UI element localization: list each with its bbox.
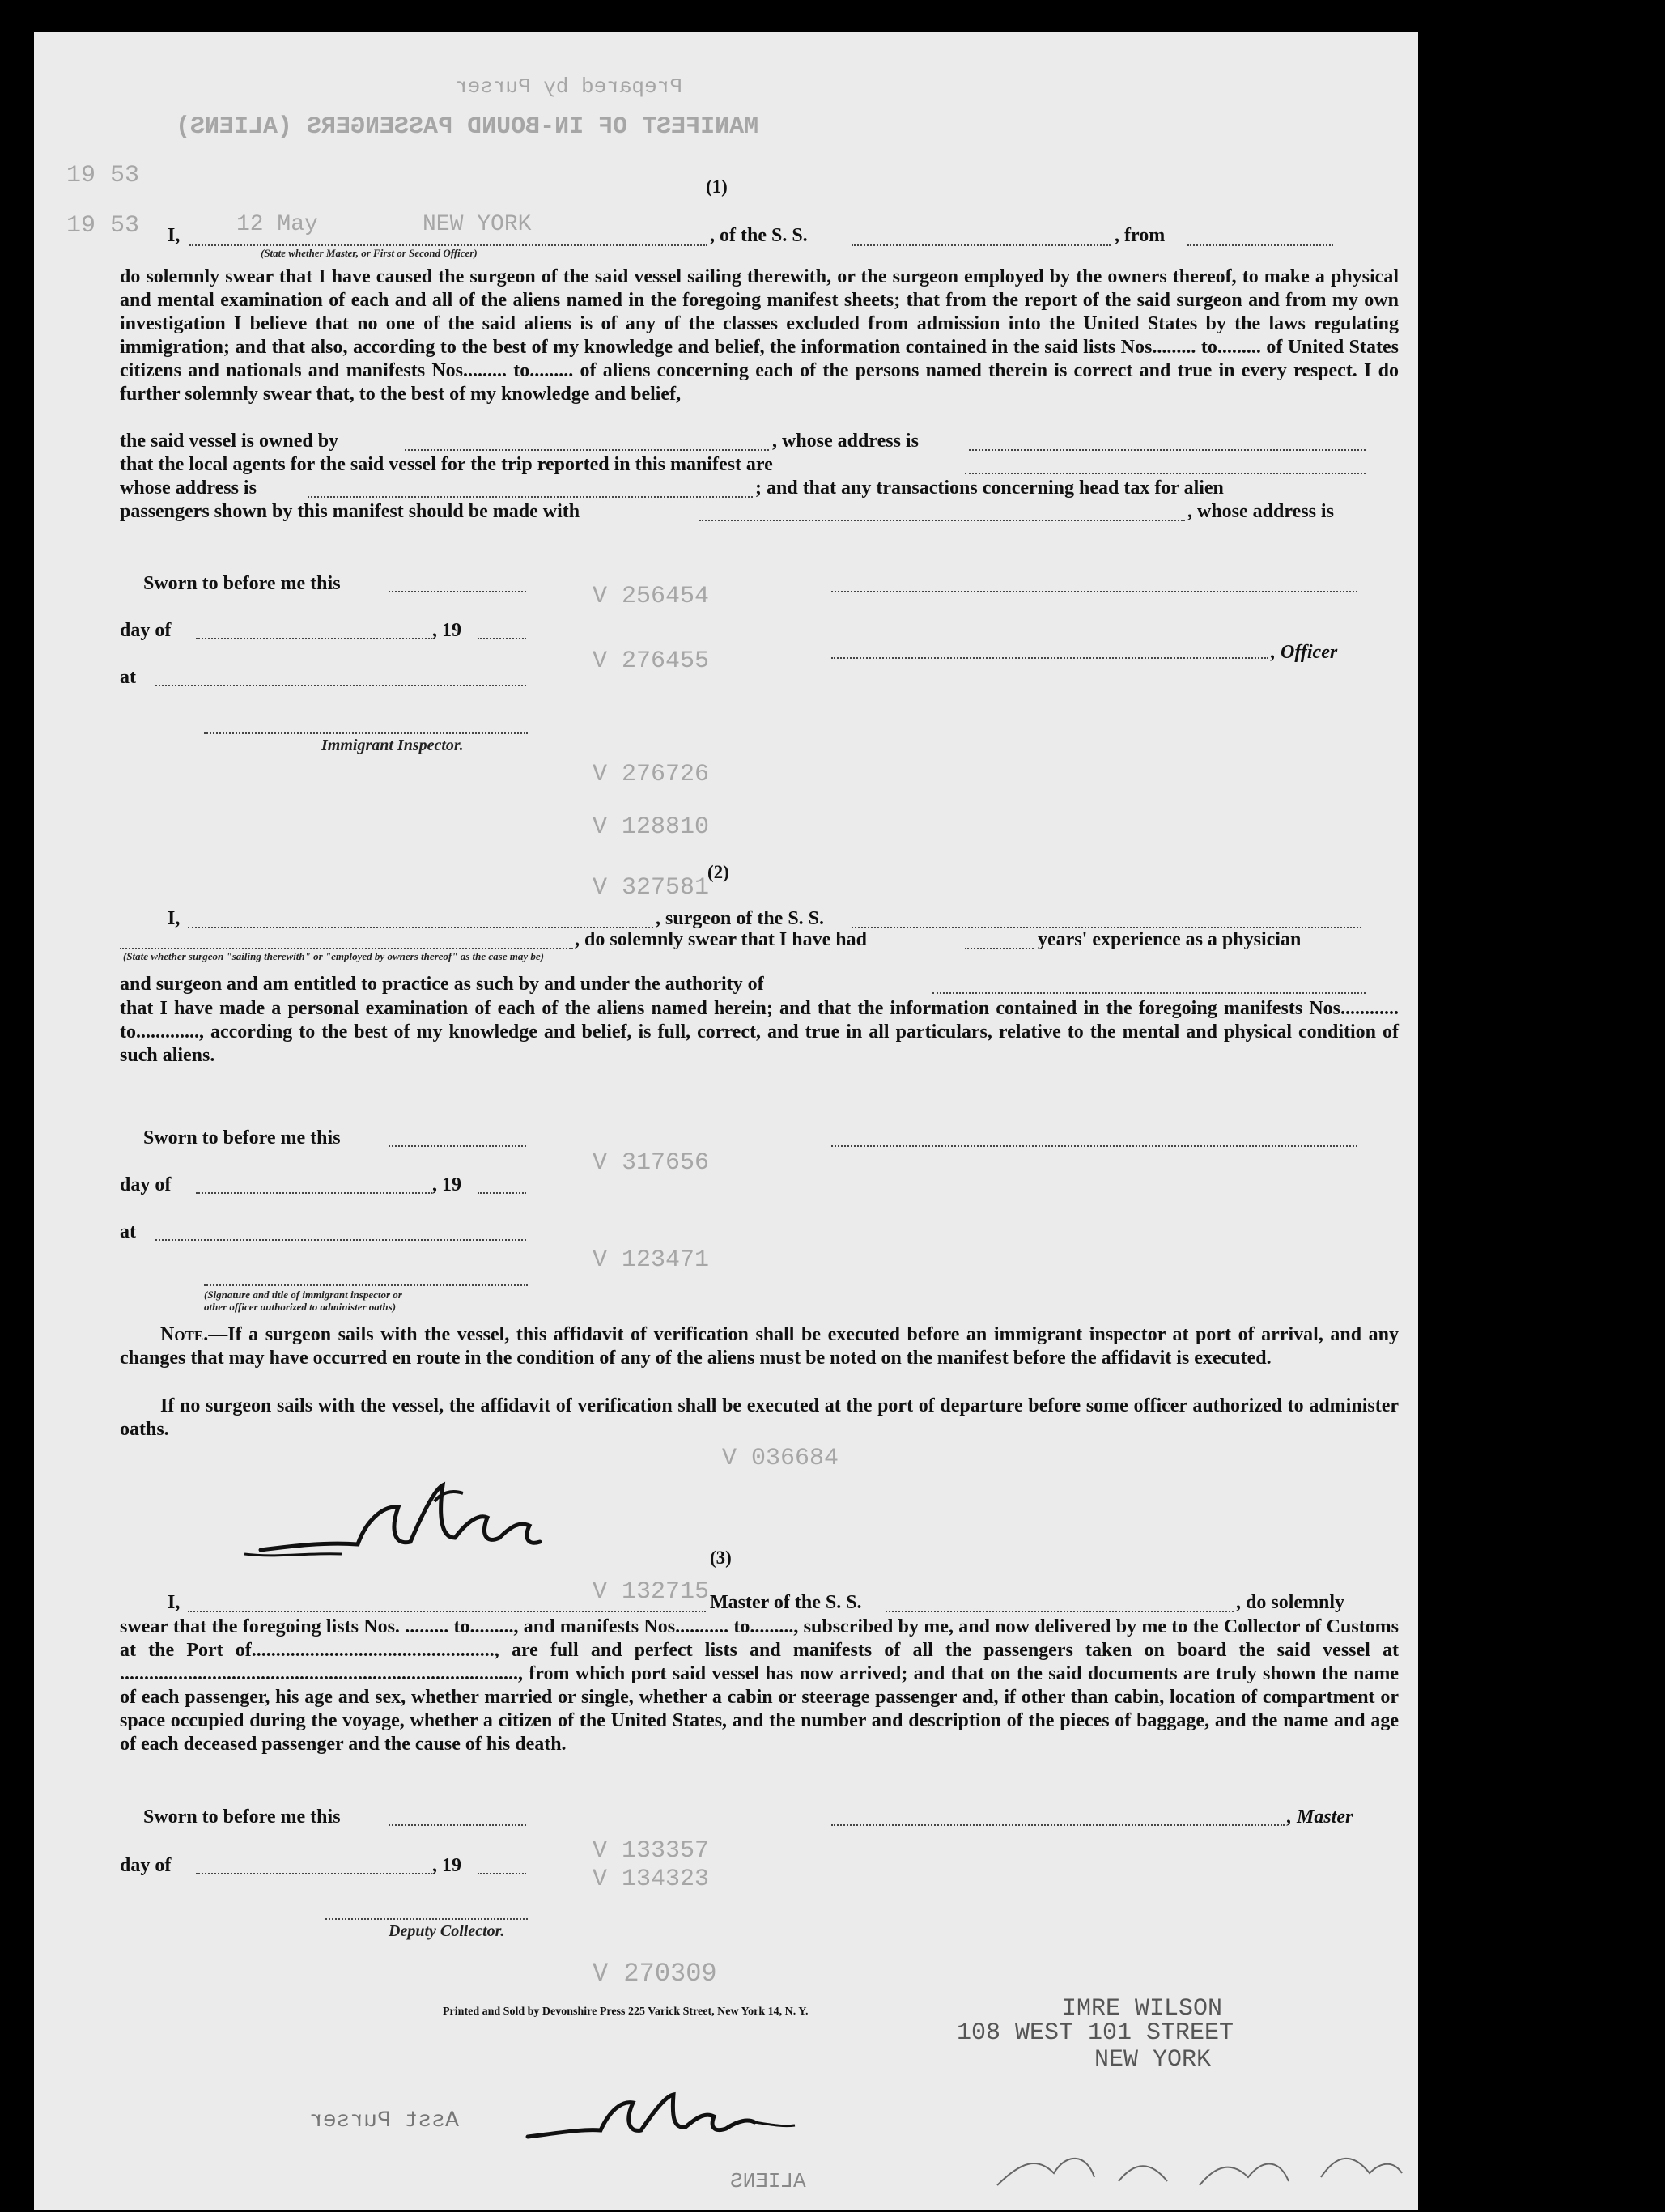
bleed-purser: Asst Purser xyxy=(309,2108,459,2133)
section-2-at: at xyxy=(120,1221,136,1242)
section-3-i: I, xyxy=(168,1592,181,1613)
section-3-master-of: Master of the S. S. xyxy=(710,1592,862,1613)
s2-year-line xyxy=(478,1192,526,1194)
bleed-address: 108 WEST 101 STREET xyxy=(957,2019,1234,2047)
bleed-visa: V 133357 xyxy=(593,1837,710,1865)
section-2-sig-caption: (Signature and title of immigrant inspector or other officer authorized to administer oaths) xyxy=(204,1289,402,1313)
local-agents-line xyxy=(965,473,1366,474)
section-1-19: , 19 xyxy=(432,620,461,641)
bleed-name: IMRE WILSON xyxy=(1062,1995,1223,2023)
officer-line xyxy=(831,591,1357,592)
section-1-at: at xyxy=(120,667,136,688)
bleed-arriving-date: 12 May xyxy=(236,212,318,237)
surgeon-type-line xyxy=(120,948,573,949)
section-1-local-agents: that the local agents for the said vessel for the trip reported in this manifest are xyxy=(120,454,773,475)
section-2-do-solemnly: , do solemnly swear that I have had xyxy=(575,929,867,950)
s2-sworn-line xyxy=(389,1145,526,1147)
owner-address-line xyxy=(969,449,1366,451)
section-2-sworn: Sworn to before me this xyxy=(143,1127,341,1148)
section-1-day-of: day of xyxy=(120,620,172,641)
section-2-number: (2) xyxy=(707,862,729,882)
bleed-visa: V 317656 xyxy=(593,1149,710,1177)
section-2-years-exp: years' experience as a physician xyxy=(1038,929,1302,950)
at-line xyxy=(155,685,526,686)
year-line xyxy=(478,638,526,639)
section-3-sworn: Sworn to before me this xyxy=(143,1807,341,1828)
section-3-number: (3) xyxy=(710,1548,732,1568)
section-1-head-tax: ; and that any transactions concerning head tax for alien xyxy=(755,478,1224,499)
section-1-caption: (State whether Master, or First or Second Officer) xyxy=(261,247,478,259)
bleed-aliens: ALIENS xyxy=(730,2169,806,2193)
section-1-of-the-ss: , of the S. S. xyxy=(710,225,808,246)
section-2-paragraph: that I have made a personal examination of each of the aliens named herein; and that the information contained in the foregoing manifests Nos............ to............., according to the best of my knowledge and belief, is full, correct, and true in all particulars, relative to the mental and physical condition of such aliens. xyxy=(120,998,1399,1066)
owned-by-line xyxy=(405,449,769,451)
s3-year-line xyxy=(478,1873,526,1874)
bleed-visa: V 327581 xyxy=(593,874,710,902)
note-paragraph xyxy=(120,1323,1399,1370)
section-1-whose-address: , whose address is xyxy=(772,431,919,452)
bleed-visa: V 123471 xyxy=(593,1246,710,1274)
section-1-whose-address-2: whose address is xyxy=(120,478,257,499)
master-sig-line xyxy=(831,1824,1285,1826)
collector-line xyxy=(325,1918,528,1920)
years-line xyxy=(965,948,1034,949)
bleed-visa: V 134323 xyxy=(593,1866,710,1893)
section-1-sworn: Sworn to before me this xyxy=(143,573,341,594)
bleed-visa: V 276455 xyxy=(593,647,710,675)
bleed-manifest-title: MANIFEST OF IN-BOUND PASSENGERS (ALIENS) xyxy=(176,113,759,141)
section-2-caption: (State whether surgeon "sailing therewith" or "employed by owners thereof" as the case may be) xyxy=(123,950,544,962)
section-1-from-line xyxy=(1187,244,1333,246)
s3-day-line xyxy=(196,1873,432,1874)
authority-line xyxy=(932,992,1366,994)
s2-right-line xyxy=(831,1145,1357,1147)
agents-address-line xyxy=(308,496,753,498)
bleed-visa: V 036684 xyxy=(722,1445,839,1472)
section-1-officer: , Officer xyxy=(1271,642,1338,663)
bleed-city: NEW YORK xyxy=(1094,2046,1212,2074)
section-1-ss-line xyxy=(852,244,1111,246)
day-of-line xyxy=(196,638,432,639)
surgeon-name-line xyxy=(188,927,653,928)
bleed-prepared-by: Prepared by Purser xyxy=(455,74,682,99)
pencil-annotation xyxy=(989,2137,1410,2201)
section-1-officer-line xyxy=(189,244,707,246)
document-page xyxy=(34,32,1418,2210)
section-3-day-of: day of xyxy=(120,1855,172,1876)
section-1-i: I, xyxy=(168,225,181,246)
section-3-master: , Master xyxy=(1287,1807,1353,1828)
surgeon-ss-line xyxy=(852,927,1361,928)
bleed-year-second: 19 53 xyxy=(66,212,140,240)
bleed-visa: V 128810 xyxy=(593,813,710,841)
note-second-paragraph: If no surgeon sails with the vessel, the affidavit of verification shall be executed at the port of departure before some officer authorized to administer oaths. xyxy=(120,1395,1399,1440)
bleed-port: NEW YORK xyxy=(423,212,532,237)
section-2-19: , 19 xyxy=(432,1174,461,1195)
bleed-visa: V 276726 xyxy=(593,761,710,788)
section-2-surgeon-of: , surgeon of the S. S. xyxy=(656,908,825,929)
s2-sig-line xyxy=(204,1284,528,1286)
section-2-i: I, xyxy=(168,908,181,929)
s3-sworn-line xyxy=(389,1824,526,1826)
master-name-line xyxy=(188,1611,706,1612)
section-3-do-solemnly: , do solemnly xyxy=(1236,1592,1345,1613)
section-1-from: , from xyxy=(1115,225,1166,246)
section-3-paragraph: swear that the foregoing lists Nos. ......... to........., and manifests Nos........... to........., subscribed by me, and now delivered by me to the Collector of Customs at the Port of.................................................., are full and perfect lists and manifests of all the passengers taken on board the said vessel at .................................................................................., from which port said vessel has now arrived; and that on the said documents are truly shown the name of each passenger, his age and sex, whether married or single, whether a cabin or steerage passenger and, if other than cabin, location of compartment or space occupied during the voyage, whether a citizen of the United States, and the number and description of the pieces of baggage, and the name and age of each deceased passenger and the cause of his death. xyxy=(120,1616,1399,1755)
section-1-paragraph: do solemnly swear that I have caused the surgeon of the said vessel sailing therewith, or the surgeon employed by the owners thereof, to make a physical and mental examination of each and all of the aliens named in the foregoing manifest sheets; that from the report of the said surgeon and from my own investigation I believe that no one of the said aliens is of any of the classes excluded from admission into the United States by the laws regulating immigration; and that also, according to the best of my knowledge and belief, the information contained in the said lists Nos......... to......... of United States citizens and nationals and manifests Nos......... to......... of aliens concerning each of the persons named therein is correct and true in every respect. I do further solemnly swear that, to the best of my knowledge and belief, xyxy=(120,266,1399,405)
bleed-visa: V 132715 xyxy=(593,1578,710,1606)
s2-at-line xyxy=(155,1239,526,1241)
note-text: —If a surgeon sails with the vessel, this affidavit of verification shall be executed before an immigrant inspector at port of arrival, and any changes that may have occurred en route in the condition of any of the aliens must be noted on the manifest before the affidavit is executed. xyxy=(120,1324,1399,1369)
section-3-19: , 19 xyxy=(432,1855,461,1876)
section-2-day-of: day of xyxy=(120,1174,172,1195)
officer-sig-line xyxy=(831,657,1268,659)
inspector-line xyxy=(204,732,528,734)
section-2-authority: and surgeon and am entitled to practice as such by and under the authority of xyxy=(120,974,764,995)
section-1-owned-by: the said vessel is owned by xyxy=(120,431,339,452)
printer-credit: Printed and Sold by Devonshire Press 225 Varick Street, New York 14, N. Y. xyxy=(443,2006,809,2018)
handwritten-signature xyxy=(228,1457,584,1578)
sworn-line xyxy=(389,591,526,592)
bleed-visa: V 256454 xyxy=(593,583,710,610)
bleed-year-top: 19 53 xyxy=(66,162,140,189)
head-tax-party-line xyxy=(699,520,1185,521)
section-1-whose-address-3: , whose address is xyxy=(1187,501,1334,522)
bleed-visa: V 270309 xyxy=(593,1959,717,1989)
section-1-number: (1) xyxy=(706,176,728,197)
purser-signature xyxy=(512,2080,803,2169)
s2-day-line xyxy=(196,1192,432,1194)
master-ss-line xyxy=(886,1611,1234,1612)
note-label: Note. xyxy=(160,1324,209,1345)
section-1-immigrant-inspector: Immigrant Inspector. xyxy=(321,737,464,754)
section-1-passengers-shown: passengers shown by this manifest should be made with xyxy=(120,501,580,522)
section-3-deputy-collector: Deputy Collector. xyxy=(389,1922,505,1940)
